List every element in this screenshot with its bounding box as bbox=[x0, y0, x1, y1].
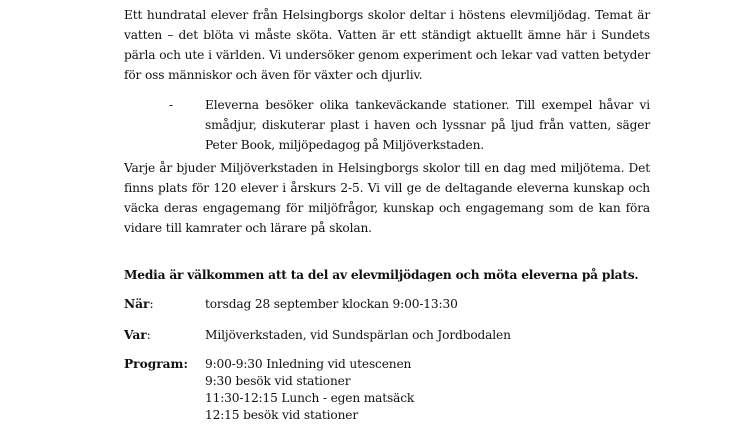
when-label-colon: : bbox=[149, 297, 154, 311]
program-item: 9:30 besök vid stationer bbox=[205, 374, 351, 388]
when-label bbox=[124, 294, 154, 314]
program-item: 12:15 besök vid stationer bbox=[205, 408, 359, 422]
program-item: 9:00-9:30 Inledning vid utescenen bbox=[205, 357, 412, 371]
program-label-text: Program: bbox=[124, 357, 188, 371]
where-value: Miljöverkstaden, vid Sundspärlan och Jordbodalen bbox=[205, 328, 511, 342]
third-paragraph: Varje år bjuder Miljöverkstaden in Helsingborgs skolor till en dag med miljötema. Det finns plats för 120 elever i årskurs 2-5. Vi vill ge de deltagande eleverna kunskap och väcka deras engagemang för miljöfrågor, kunskap och engagemang som de kan föra vidare till kamrater och lärare på skolan. bbox=[124, 161, 650, 235]
media-invite-heading: Media är välkommen att ta del av elevmiljödagen och möta eleverna på plats. bbox=[124, 268, 639, 282]
where-label bbox=[124, 325, 151, 345]
when-value: torsdag 28 september klockan 9:00-13:30 bbox=[205, 297, 458, 311]
program-label bbox=[124, 354, 188, 374]
program-item: 11:30-12:15 Lunch - egen matsäck bbox=[205, 391, 415, 405]
bullet-paragraph: Eleverna besöker olika tankeväckande stationer. Till exempel håvar vi smådjur, diskuterar plast i haven och lyssnar på ljud från vatten, säger Peter Book, miljöpedagog på Miljöverkstaden. bbox=[205, 98, 650, 152]
intro-paragraph: Ett hundratal elever från Helsingborgs skolor deltar i höstens elevmiljödag. Temat är vatten – det blöta vi måste sköta. Vatten är ett ständigt aktuellt ämne här i Sundets pärla och ute i världen. Vi undersöker genom experiment och lekar vad vatten betyder för oss människor och även för växter och djurliv. bbox=[124, 8, 650, 82]
where-label-colon: : bbox=[146, 328, 151, 342]
when-label-text: När bbox=[124, 297, 150, 311]
bullet-dash: - bbox=[169, 98, 174, 112]
where-label-text: Var bbox=[124, 328, 147, 342]
